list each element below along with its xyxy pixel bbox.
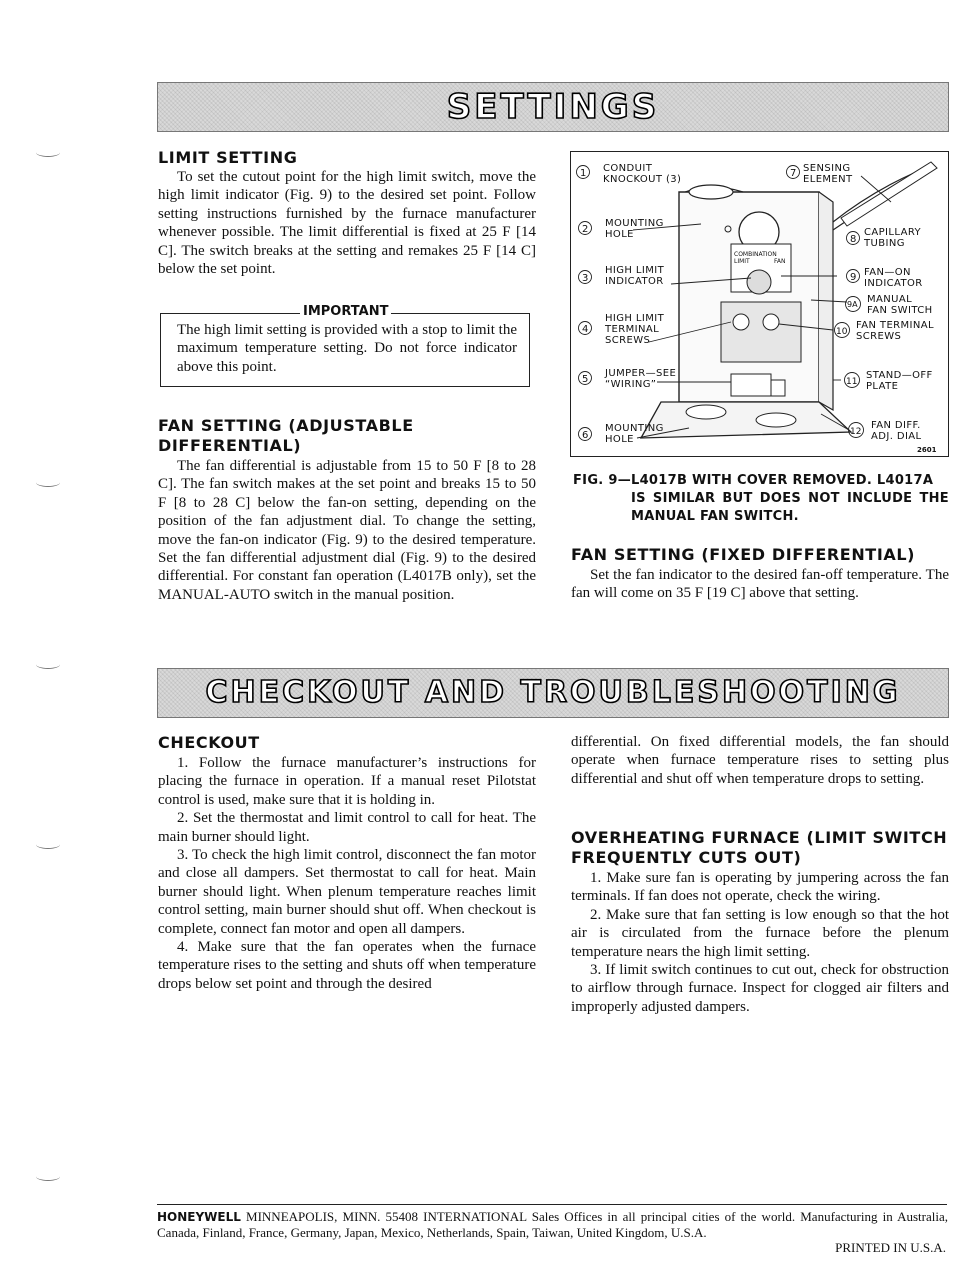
margin-mark xyxy=(36,840,60,849)
plate-hole-left xyxy=(686,405,726,419)
callout-10-line1: FAN TERMINAL xyxy=(856,320,934,331)
callout-4-num: 4 xyxy=(582,324,589,335)
callout-9-num: 9 xyxy=(850,272,857,283)
callout-7-line1: SENSING xyxy=(803,163,851,174)
figure-9-caption xyxy=(573,472,949,526)
callout-10-num: 10 xyxy=(836,327,848,337)
callout-6-num: 6 xyxy=(582,430,589,441)
checkout-continued xyxy=(571,733,949,788)
settings-banner xyxy=(157,82,949,132)
callout-5-num: 5 xyxy=(582,374,589,385)
checkout-step-4-continued: differential. On fixed differential models, the fan should operate when furnace temperature rises to setting plus differential and shut off when temperature drops to setting. xyxy=(571,734,949,787)
callout-8-num: 8 xyxy=(850,234,857,245)
callout-1-line2: KNOCKOUT (3) xyxy=(603,174,682,185)
checkout-body xyxy=(158,754,536,993)
figure-9-caption-rest: IS SIMILAR BUT DOES NOT INCLUDE THE MANUAL FAN SWITCH. xyxy=(631,491,949,524)
fan-fixed-body xyxy=(571,566,949,603)
checkout-step-3: 3. To check the high limit control, disconnect the fan motor and close all dampers. Set thermostat to call for heat. Main burner should light. When plenum temperature reaches limit control setting, main burner should shut off. When checkout is complete, connect fan motor and open all dampers. xyxy=(158,847,536,937)
fan-switch xyxy=(771,380,785,396)
callout-4-line3: SCREWS xyxy=(605,335,651,346)
overheating-heading-line2: FREQUENTLY CUTS OUT) xyxy=(571,848,802,867)
callout-2-num: 2 xyxy=(582,224,589,235)
checkout-step-4: 4. Make sure that the fan operates when the furnace temperature rises to the setting and shuts off when temperature drops below set point and through the desired xyxy=(158,939,536,992)
callout-6-line1: MOUNTING xyxy=(605,423,664,434)
settings-banner-title: SETTINGS xyxy=(446,87,660,127)
limit-setting-heading: LIMIT SETTING xyxy=(158,148,298,167)
fan-adjustable-heading-line2: DIFFERENTIAL) xyxy=(158,436,302,455)
plate-hole-right xyxy=(756,413,796,427)
fan-adjustable-heading xyxy=(158,416,414,456)
callout-9a-num: 9A xyxy=(847,300,858,309)
overheating-heading-line1: OVERHEATING FURNACE (LIMIT SWITCH xyxy=(571,828,948,847)
overheating-step-3: 3. If limit switch continues to cut out, check for obstruction to airflow through furnace. Inspect for clogged air filters and improperly adjusted dampers. xyxy=(571,962,949,1015)
jumper-plate xyxy=(731,374,771,396)
callout-9-line2: INDICATOR xyxy=(864,278,923,289)
callout-11-line2: PLATE xyxy=(866,381,899,392)
checkout-step-2: 2. Set the thermostat and limit control to call for heat. The main burner should light. xyxy=(158,810,536,845)
footer xyxy=(157,1209,948,1241)
checkout-heading: CHECKOUT xyxy=(158,733,260,752)
callout-1-num: 1 xyxy=(580,168,587,179)
dial-hub xyxy=(747,270,771,294)
callout-3-num: 3 xyxy=(582,273,589,284)
terminal-screw-right xyxy=(763,314,779,330)
overheating-step-1: 1. Make sure fan is operating by jumpering across the fan terminals. If fan does not operate, check the wiring. xyxy=(571,870,949,905)
fan-fixed-heading: FAN SETTING (FIXED DIFFERENTIAL) xyxy=(571,545,916,564)
sensing-element xyxy=(841,162,937,226)
margin-mark xyxy=(36,660,60,669)
limit-setting-text: To set the cutout point for the high limit switch, move the high limit indicator (Fig. 9) to the desired set point. Follow setting instructions furnished by the furnace manufacturer whenever possible. The limit differential is fixed at 25 F [14 C]. The switch breaks at the setting and remakes 25 F [14 C] below the set point. xyxy=(158,169,536,278)
callout-5-line1: JUMPER—SEE xyxy=(605,368,677,379)
terminal-screw-left xyxy=(733,314,749,330)
dial-label-a: COMBINATION xyxy=(734,251,777,258)
fan-adjustable-text: The fan differential is adjustable from 15 to 50 F [8 to 28 C]. The fan switch makes at the set point and breaks 15 to 50 F [8 to 28 C] below the fan-on setting, depending on the position of the fan adjustment dial. To change the setting, move the fan-on indicator (Fig. 9) to the desired temperature. Set the fan differential adjustment dial (Fig. 9) to the desired differential. For constant fan operation (L4017B only), set the MANUAL-AUTO switch in the manual position. xyxy=(158,458,536,603)
margin-mark xyxy=(36,1172,60,1181)
footer-company: HONEYWELL xyxy=(157,1210,241,1224)
terminal-block xyxy=(721,302,801,362)
figure-9 xyxy=(570,151,949,457)
callout-3-line1: HIGH LIMIT xyxy=(605,265,665,276)
callout-7-line2: ELEMENT xyxy=(803,174,853,185)
callout-5-line2: “WIRING” xyxy=(605,379,657,390)
important-title: IMPORTANT xyxy=(300,304,391,319)
callout-11-num: 11 xyxy=(846,377,858,387)
important-text: The high limit setting is provided with a stop to limit the maximum temperature setting. Do not force indicator above this point. xyxy=(177,322,517,375)
figure-code: 2601 xyxy=(917,446,937,454)
checkout-step-1: 1. Follow the furnace manufacturer’s instructions for placing the furnace in operation. If a manual reset Pilotstat control is used, make sure that it is holding in. xyxy=(158,755,536,808)
fan-fixed-text: Set the fan indicator to the desired fan-off temperature. The fan will come on 35 F [19 C] above that setting. xyxy=(571,567,949,602)
callout-8-line1: CAPILLARY xyxy=(864,227,922,238)
callout-11-line1: STAND—OFF xyxy=(866,370,933,381)
printed-in: PRINTED IN U.S.A. xyxy=(835,1240,946,1255)
callout-10-line2: SCREWS xyxy=(856,331,902,342)
callout-12-num: 12 xyxy=(850,427,862,437)
callout-2-line1: MOUNTING xyxy=(605,218,664,229)
callout-9a-line1: MANUAL xyxy=(867,294,913,305)
fan-adjustable-heading-line1: FAN SETTING (ADJUSTABLE xyxy=(158,416,414,435)
overheating-body xyxy=(571,869,949,1016)
overheating-step-2: 2. Make sure that fan setting is low enough so that the hot air is circulated from the furnace before the plenum temperature nears the high limit setting. xyxy=(571,906,949,960)
callout-7-num: 7 xyxy=(790,168,797,179)
margin-mark xyxy=(36,148,60,157)
callout-6-line2: HOLE xyxy=(605,434,634,445)
callout-3-line2: INDICATOR xyxy=(605,276,664,287)
callout-9a-line2: FAN SWITCH xyxy=(867,305,933,316)
checkout-banner xyxy=(157,668,949,718)
callout-8-line2: TUBING xyxy=(864,238,905,249)
figure-9-caption-line1: FIG. 9—L4017B WITH COVER REMOVED. L4017A xyxy=(573,473,934,488)
callout-1-line1: CONDUIT xyxy=(603,163,653,174)
dial-label-c: FAN xyxy=(774,258,786,265)
footer-rule xyxy=(157,1204,947,1205)
checkout-banner-title: CHECKOUT AND TROUBLESHOOTING xyxy=(205,675,901,710)
margin-mark xyxy=(36,478,60,487)
callout-12-line1: FAN DIFF. xyxy=(871,420,921,431)
overheating-heading xyxy=(571,828,947,868)
standoff-plate xyxy=(641,402,851,438)
footer-text: MINNEAPOLIS, MINN. 55408 INTERNATIONAL Sales Offices in all principal cities of the world. Manufacturing in Australia, Canada, Finland, France, Germany, Japan, Mexico, Netherlands, Spain, Taiwan, United Kingdom, U.S.A. xyxy=(157,1209,949,1240)
limit-setting-body xyxy=(158,168,536,278)
knockout-ellipse xyxy=(689,185,733,199)
callout-9-line1: FAN—ON xyxy=(864,267,911,278)
figure-9-diagram xyxy=(571,152,948,456)
dial-label-b: LIMIT xyxy=(734,258,750,265)
callout-4-line2: TERMINAL xyxy=(605,324,660,335)
callout-4-line1: HIGH LIMIT xyxy=(605,313,665,324)
fan-adjustable-body xyxy=(158,457,536,604)
callout-12-line2: ADJ. DIAL xyxy=(871,431,922,442)
callout-2-line2: HOLE xyxy=(605,229,634,240)
